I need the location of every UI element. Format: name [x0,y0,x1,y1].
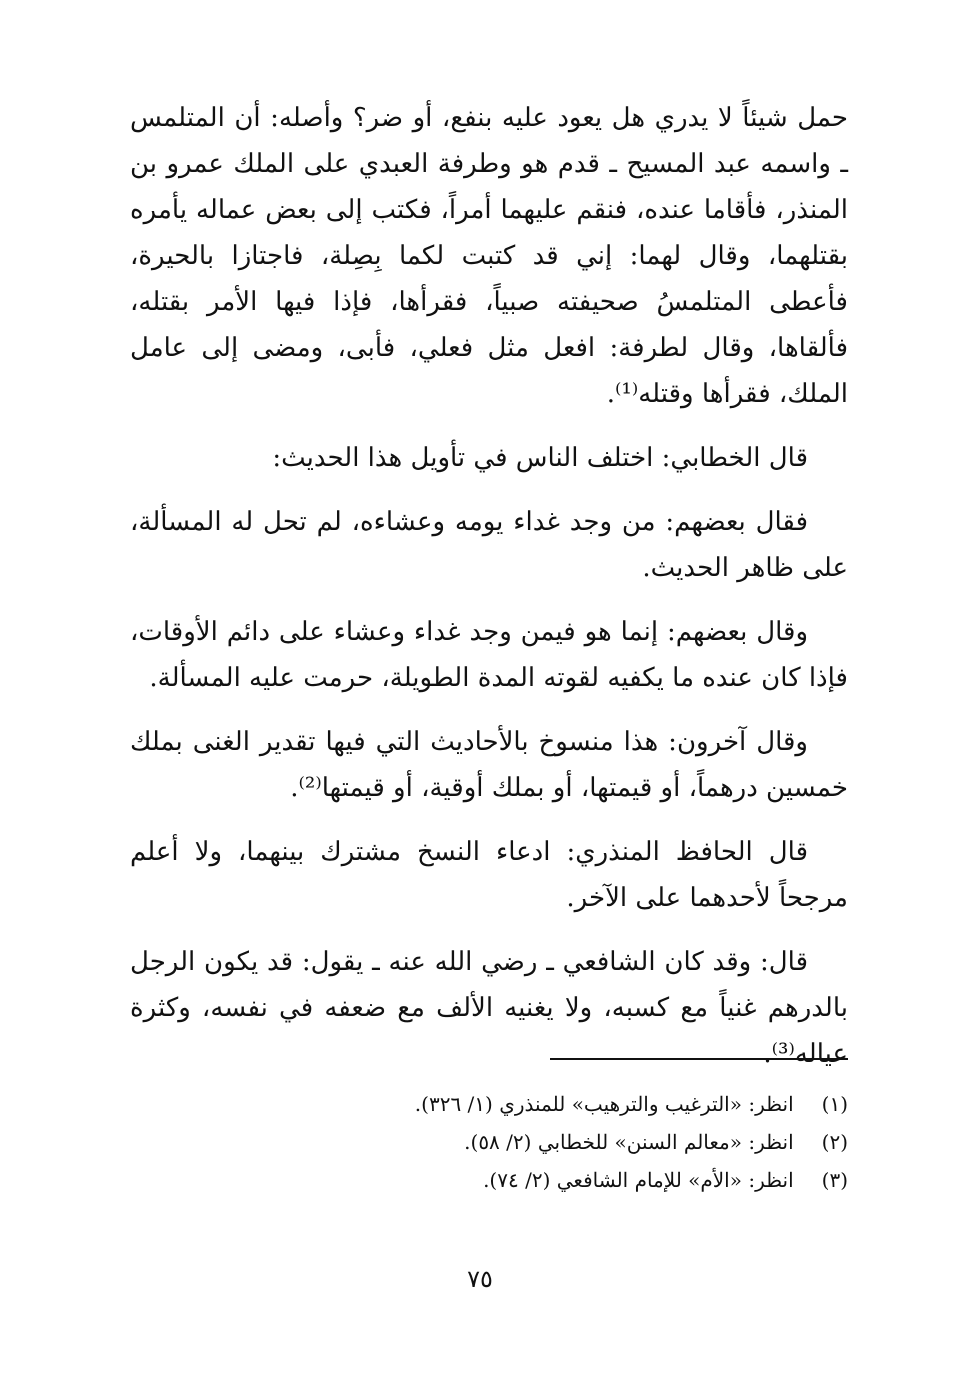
paragraph-3: فقال بعضهم: من وجد غداء يومه وعشاءه، لم تحل له المسألة، على ظاهر الحديث. [130,507,848,583]
paragraph-2: قال الخطابي: اختلف الناس في تأويل هذا الحديث: [272,443,808,473]
paragraph-5: وقال آخرون: هذا منسوخ بالأحاديث التي فيها تقدير الغنى بملك خمسين درهماً، أو قيمتها، أو بملك أوقية، أو قيمتها⁽²⁾. [130,727,848,803]
footnote-text: انظر: «الأم» للإمام الشافعي (٢/ ٧٤). [483,1168,794,1192]
paragraph-1: حمل شيئاً لا يدري هل يعود عليه بنفع، أو ضر؟ وأصله: أن المتلمس ـ واسمه عبد المسيح ـ قدم هو وطرفة العبدي على الملك عمرو بن المنذر، فأقاما عنده، فنقم عليهما أمراً، فكتب إلى بعض عماله يأمره بقتلهما، وقال لهما: إني قد كتبت لكما بِصِلة، فاجتازا بالحيرة، فأعطى المتلمسُ صحيفته صبياً، فقرأها، فإذا فيها الأمر بقتله، فألقاها، وقال لطرفة: افعل مثل فعلي، فأبى، ومضى إلى عامل الملك، فقرأها وقتله⁽¹⁾. [130,103,848,409]
footnote-3 [130,1161,848,1199]
footnote-2 [130,1123,848,1161]
footnote-1 [130,1085,848,1123]
footnote-divider [550,1058,848,1060]
footnote-number: (٣) [821,1168,848,1192]
paragraph-4: وقال بعضهم: إنما هو فيمن وجد غداء وعشاء على دائم الأوقات، فإذا كان عنده ما يكفيه لقوته المدة الطويلة، حرمت عليه المسألة. [130,617,848,693]
footnote-text: انظر: «معالم السنن» للخطابي (٢/ ٥٨). [464,1130,794,1154]
footnotes [130,1085,848,1199]
footnote-number: (١) [821,1092,848,1116]
footnote-number: (٢) [821,1130,848,1154]
main-text [130,95,848,1095]
footnote-text: انظر: «الترغيب والترهيب» للمنذري (١/ ٣٢٦). [414,1092,794,1116]
paragraph-7: قال: وقد كان الشافعي ـ رضي الله عنه ـ يقول: قد يكون الرجل بالدرهم غنياً مع كسبه، ولا يغنيه الألف مع ضعفه في نفسه، وكثرة عياله⁽³⁾. [130,947,848,1069]
paragraph-6: قال الحافظ المنذري: ادعاء النسخ مشترك بينهما، ولا أعلم مرجحاً لأحدهما على الآخر. [130,837,848,913]
page-number: ٧٥ [467,1265,493,1293]
